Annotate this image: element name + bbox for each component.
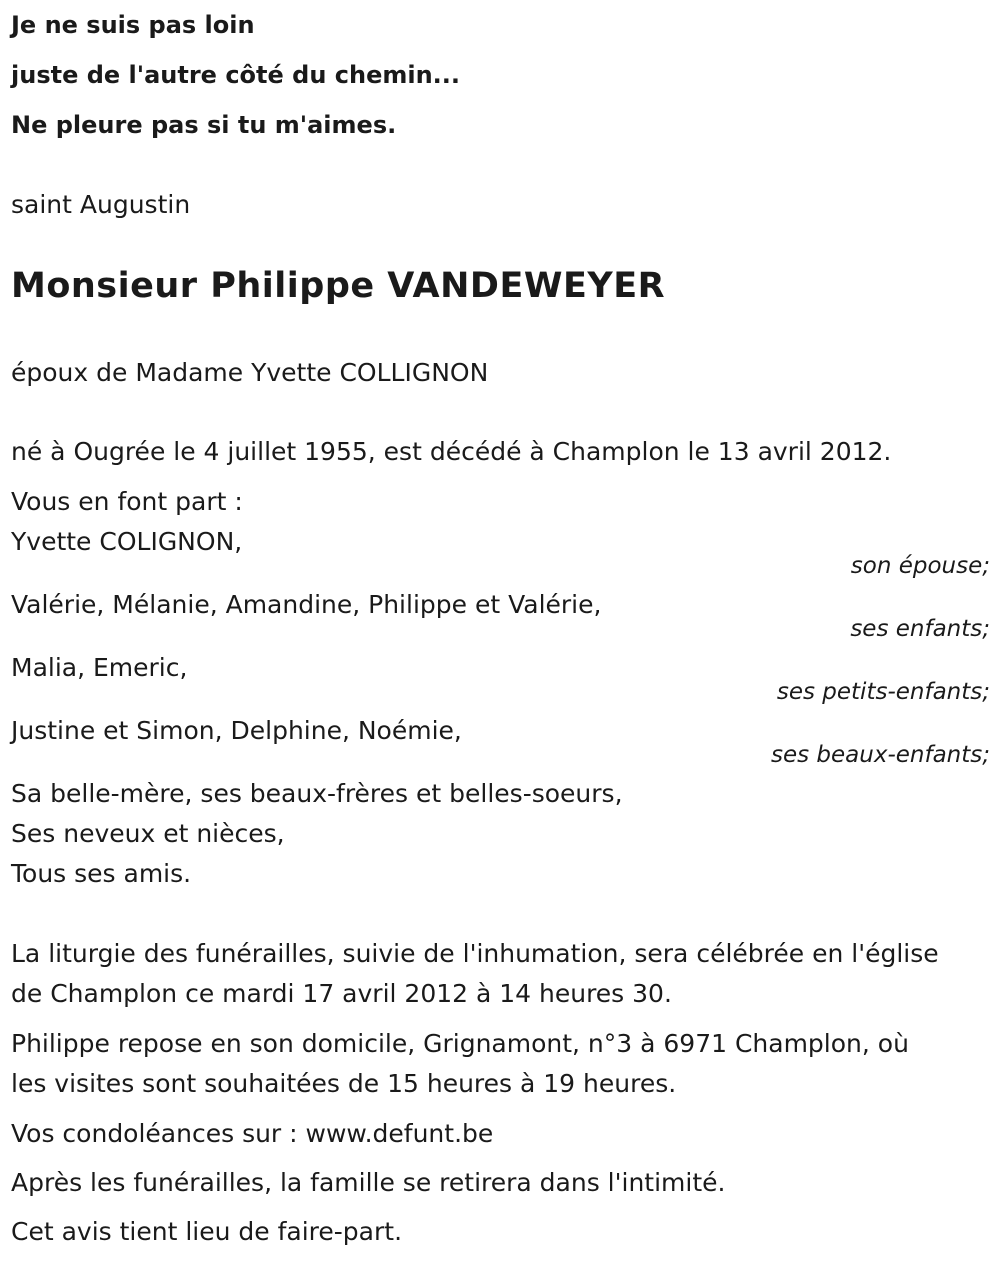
- poem-line-1: Je ne suis pas loin: [11, 11, 255, 39]
- deceased-name: Monsieur Philippe VANDEWEYER: [11, 266, 666, 306]
- family-names-grandchildren: Malia, Emeric,: [11, 653, 188, 682]
- other-family-line-1: Sa belle-mère, ses beaux-frères et belles-soeurs,: [11, 779, 623, 808]
- family-role-children: ses enfants;: [850, 616, 990, 642]
- visit-info-line-1: Philippe repose en son domicile, Grignamont, n°3 à 6971 Champlon, où: [11, 1029, 909, 1058]
- poem-line-3: Ne pleure pas si tu m'aimes.: [11, 111, 397, 139]
- birth-death-line: né à Ougrée le 4 juillet 1955, est décédé à Champlon le 13 avril 2012.: [11, 437, 892, 466]
- family-names-stepchildren: Justine et Simon, Delphine, Noémie,: [11, 716, 462, 745]
- condolences-line: Vos condoléances sur : www.defunt.be: [11, 1119, 494, 1148]
- funeral-info-line-1: La liturgie des funérailles, suivie de l'inhumation, sera célébrée en l'église: [11, 939, 939, 968]
- family-role-stepchildren: ses beaux-enfants;: [770, 742, 990, 768]
- spouse-line: époux de Madame Yvette COLLIGNON: [11, 358, 489, 387]
- other-family-line-2: Ses neveux et nièces,: [11, 819, 285, 848]
- poem-line-2: juste de l'autre côté du chemin...: [11, 61, 461, 89]
- closing-line: Cet avis tient lieu de faire-part.: [11, 1217, 403, 1246]
- family-names-spouse: Yvette COLIGNON,: [11, 527, 243, 556]
- visit-info-line-2: les visites sont souhaitées de 15 heures à 19 heures.: [11, 1069, 677, 1098]
- after-funeral-line: Après les funérailles, la famille se retirera dans l'intimité.: [11, 1168, 726, 1197]
- family-role-grandchildren: ses petits-enfants;: [776, 679, 990, 705]
- family-role-spouse: son épouse;: [850, 553, 990, 579]
- funeral-info-line-2: de Champlon ce mardi 17 avril 2012 à 14 heures 30.: [11, 979, 672, 1008]
- poem-author: saint Augustin: [11, 190, 191, 219]
- announcement-intro: Vous en font part :: [11, 487, 243, 516]
- other-family-line-3: Tous ses amis.: [11, 859, 192, 888]
- family-names-children: Valérie, Mélanie, Amandine, Philippe et Valérie,: [11, 590, 602, 619]
